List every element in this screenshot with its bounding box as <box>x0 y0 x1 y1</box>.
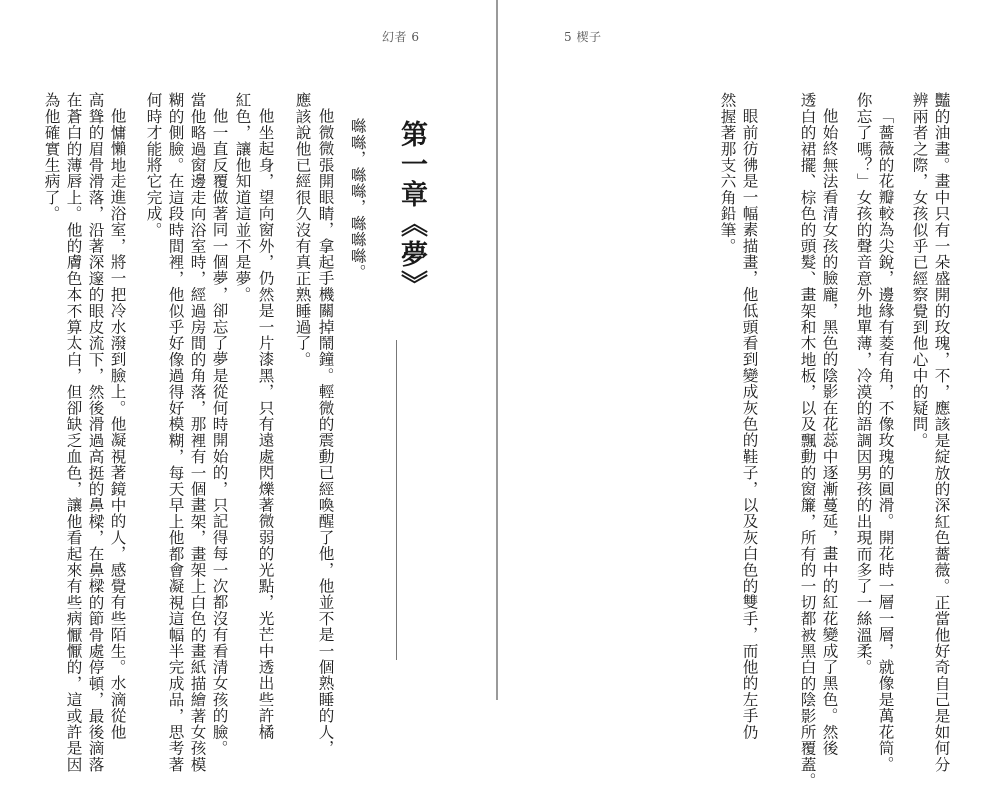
text-column: 然握著那支六角鉛筆。 <box>718 92 737 254</box>
right-page-header: 5 楔子 <box>564 30 602 44</box>
text-column: 何時才能將它完成。 <box>144 92 163 238</box>
text-column: 豔的油畫。畫中只有一朵盛開的玫瑰，不，應該是綻放的深紅色薔薇。正當他好奇自己是如何分 <box>932 92 951 773</box>
text-column: 當他略過窗邊走向浴室時，經過房間的角落，那裡有一個畫架，畫架上白色的畫紙描繪著女孩模 <box>188 92 207 773</box>
text-column: 他慵懶地走進浴室，將一把冷水潑到臉上。他凝視著鏡中的人，感覺有些陌生。水滴從他 <box>108 108 127 740</box>
text-column: 他坐起身，望向窗外，仍然是一片漆黑，只有遠處閃爍著微弱的光點，光芒中透出些許橘 <box>256 108 275 740</box>
left-page <box>0 0 496 773</box>
text-column: 紅色，讓他知道這並不是夢。 <box>233 92 252 303</box>
text-column: 辨兩者之際，女孩似乎已經察覺到他心中的疑問。 <box>910 92 929 449</box>
chapter-title: 第一章《夢》 <box>396 120 427 300</box>
right-page <box>498 0 994 789</box>
text-column: 為他確實生病了。 <box>42 92 61 222</box>
text-column: 噝噝，噝噝，噝噝噝。 <box>348 118 367 280</box>
chapter-title-rule <box>396 340 397 660</box>
text-column: 透白的裙擺、棕色的頭髮、畫架和木地板，以及飄動的窗簾，所有的一切都被黑白的陰影所覆蓋。 <box>798 92 817 789</box>
text-column: 「薔薇的花瓣較為尖銳，邊緣有菱有角，不像玫瑰的圓滑。開花時一層一層，就像是萬花筒。 <box>876 108 895 773</box>
text-column: 高聳的眉骨滑落，沿著深邃的眼皮流下，然後滑過高挺的鼻樑，在鼻樑的節骨處停頓，最後滴落 <box>86 92 105 773</box>
text-column: 他一直反覆做著同一個夢，卻忘了夢是從何時開始的，只記得每一次都沒有看清女孩的臉。 <box>210 108 229 756</box>
text-column: 你忘了嗎？」女孩的聲音意外地單薄，冷漠的語調因男孩的出現而多了一絲溫柔。 <box>854 92 873 676</box>
text-column: 在蒼白的薄唇上。他的膚色本不算太白，但卻缺乏血色，讓他看起來有些病懨懨的，這或許是因 <box>64 92 83 773</box>
text-column: 糊的側臉。在這段時間裡，他似乎好像過得好模糊，每天早上他都會凝視這幅半完成品，思考著 <box>166 92 185 773</box>
text-column: 眼前彷彿是一幅素描畫，他低頭看到變成灰色的鞋子，以及灰白色的雙手，而他的左手仍 <box>740 108 759 740</box>
text-column: 應該說他已經很久沒有真正熟睡過了。 <box>293 92 312 368</box>
text-column: 他微微張開眼睛，拿起手機關掉鬧鐘。輕微的震動已經喚醒了他，他並不是一個熟睡的人， <box>316 108 335 756</box>
left-page-header: 幻者 6 <box>382 30 420 44</box>
text-column: 他始終無法看清女孩的臉龐，黑色的陰影在花蕊中逐漸蔓延，畫中的紅花變成了黑色。然後 <box>820 108 839 756</box>
